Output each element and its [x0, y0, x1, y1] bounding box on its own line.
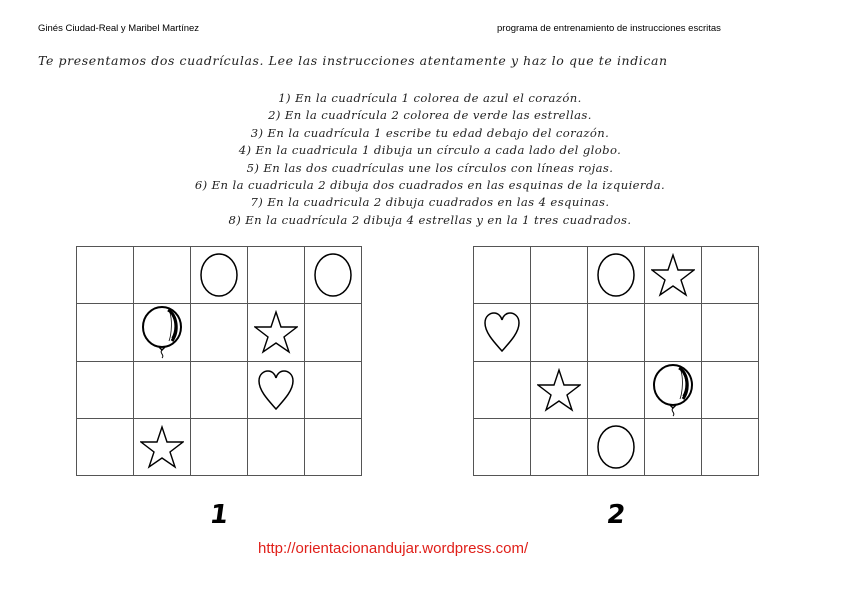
grid-cell[interactable] — [305, 361, 362, 418]
grid-cell[interactable] — [191, 304, 248, 361]
grid-2 — [473, 246, 759, 476]
instruction-item: 1) En la cuadrícula 1 colorea de azul el corazón. — [278, 91, 582, 105]
instruction-item: 3) En la cuadrícula 1 escribe tu edad debajo del corazón. — [250, 125, 610, 140]
grid-cell[interactable] — [702, 361, 759, 418]
instruction-item: 2) En la cuadrícula 2 colorea de verde las estrellas. — [268, 108, 592, 123]
balloon-icon — [645, 363, 701, 417]
balloon-icon — [134, 305, 190, 359]
circle-icon — [305, 252, 361, 298]
grid-row — [474, 304, 759, 361]
grid-cell[interactable] — [134, 304, 191, 361]
grid-cell[interactable] — [248, 418, 305, 475]
grid-cell[interactable] — [702, 247, 759, 304]
grid-row — [77, 304, 362, 361]
star-icon — [531, 368, 587, 412]
circle-icon — [588, 252, 644, 298]
grid-cell[interactable] — [305, 418, 362, 475]
grid-cell[interactable] — [531, 361, 588, 418]
grid-row — [77, 418, 362, 475]
heart-icon — [474, 311, 530, 353]
star-icon — [134, 425, 190, 469]
grid-cell[interactable] — [588, 418, 645, 475]
heart-icon — [248, 369, 304, 411]
instruction-item: 4) En la cuadricula 1 dibuja un círculo a cada lado del globo. — [238, 143, 622, 158]
grid-cell[interactable] — [77, 304, 134, 361]
grid-cell[interactable] — [588, 247, 645, 304]
circle-icon — [588, 424, 644, 470]
grid-row — [77, 361, 362, 418]
grid-row — [474, 361, 759, 418]
grid-cell[interactable] — [474, 361, 531, 418]
grid-cell[interactable] — [531, 304, 588, 361]
grid-cell[interactable] — [134, 418, 191, 475]
instruction-item: 8) En la cuadrícula 2 dibuja 4 estrellas y en la 1 tres cuadrados. — [228, 212, 632, 227]
grid-cell[interactable] — [645, 304, 702, 361]
grid-cell[interactable] — [702, 304, 759, 361]
grid-cell[interactable] — [134, 361, 191, 418]
grid-1-label: 1 — [207, 500, 231, 530]
footer-url-link[interactable]: http://orientacionandujar.wordpress.com/ — [258, 540, 529, 557]
grid-cell[interactable] — [588, 361, 645, 418]
grid-cell[interactable] — [702, 418, 759, 475]
grid-row — [474, 418, 759, 475]
grid-cell[interactable] — [191, 247, 248, 304]
circle-icon — [191, 252, 247, 298]
grid-cell[interactable] — [248, 304, 305, 361]
grid-cell[interactable] — [474, 418, 531, 475]
grid-cell[interactable] — [191, 361, 248, 418]
star-icon — [645, 253, 701, 297]
grid-row — [77, 247, 362, 304]
star-icon — [248, 310, 304, 354]
grid-cell[interactable] — [531, 247, 588, 304]
grid-2-label: 2 — [604, 500, 628, 530]
instruction-item: 7) En la cuadricula 2 dibuja cuadrados en las 4 esquinas. — [250, 195, 610, 210]
intro-text: Te presentamos dos cuadrículas. Lee las instrucciones atentamente y haz lo que te indican — [38, 53, 668, 68]
grid-cell[interactable] — [248, 247, 305, 304]
header-authors: Ginés Ciudad-Real y Maribel Martínez — [38, 23, 200, 34]
grid-cell[interactable] — [531, 418, 588, 475]
grid-cell[interactable] — [645, 418, 702, 475]
grid-cell[interactable] — [305, 247, 362, 304]
instruction-item: 6) En la cuadricula 2 dibuja dos cuadrados en las esquinas de la izquierda. — [194, 178, 666, 193]
header-program: programa de entrenamiento de instrucciones escritas — [497, 23, 721, 34]
grid-cell[interactable] — [305, 304, 362, 361]
grid-cell[interactable] — [645, 361, 702, 418]
instructions-list — [120, 90, 740, 229]
grid-cell[interactable] — [77, 247, 134, 304]
grid-cell[interactable] — [134, 247, 191, 304]
grid-cell[interactable] — [248, 361, 305, 418]
grid-cell[interactable] — [474, 247, 531, 304]
instruction-item: 5) En las dos cuadrículas une los círculos con líneas rojas. — [246, 160, 614, 175]
grid-1 — [76, 246, 362, 476]
grid-cell[interactable] — [191, 418, 248, 475]
grid-cell[interactable] — [77, 418, 134, 475]
grid-row — [474, 247, 759, 304]
grid-cell[interactable] — [645, 247, 702, 304]
grid-cell[interactable] — [474, 304, 531, 361]
grid-cell[interactable] — [77, 361, 134, 418]
grid-cell[interactable] — [588, 304, 645, 361]
